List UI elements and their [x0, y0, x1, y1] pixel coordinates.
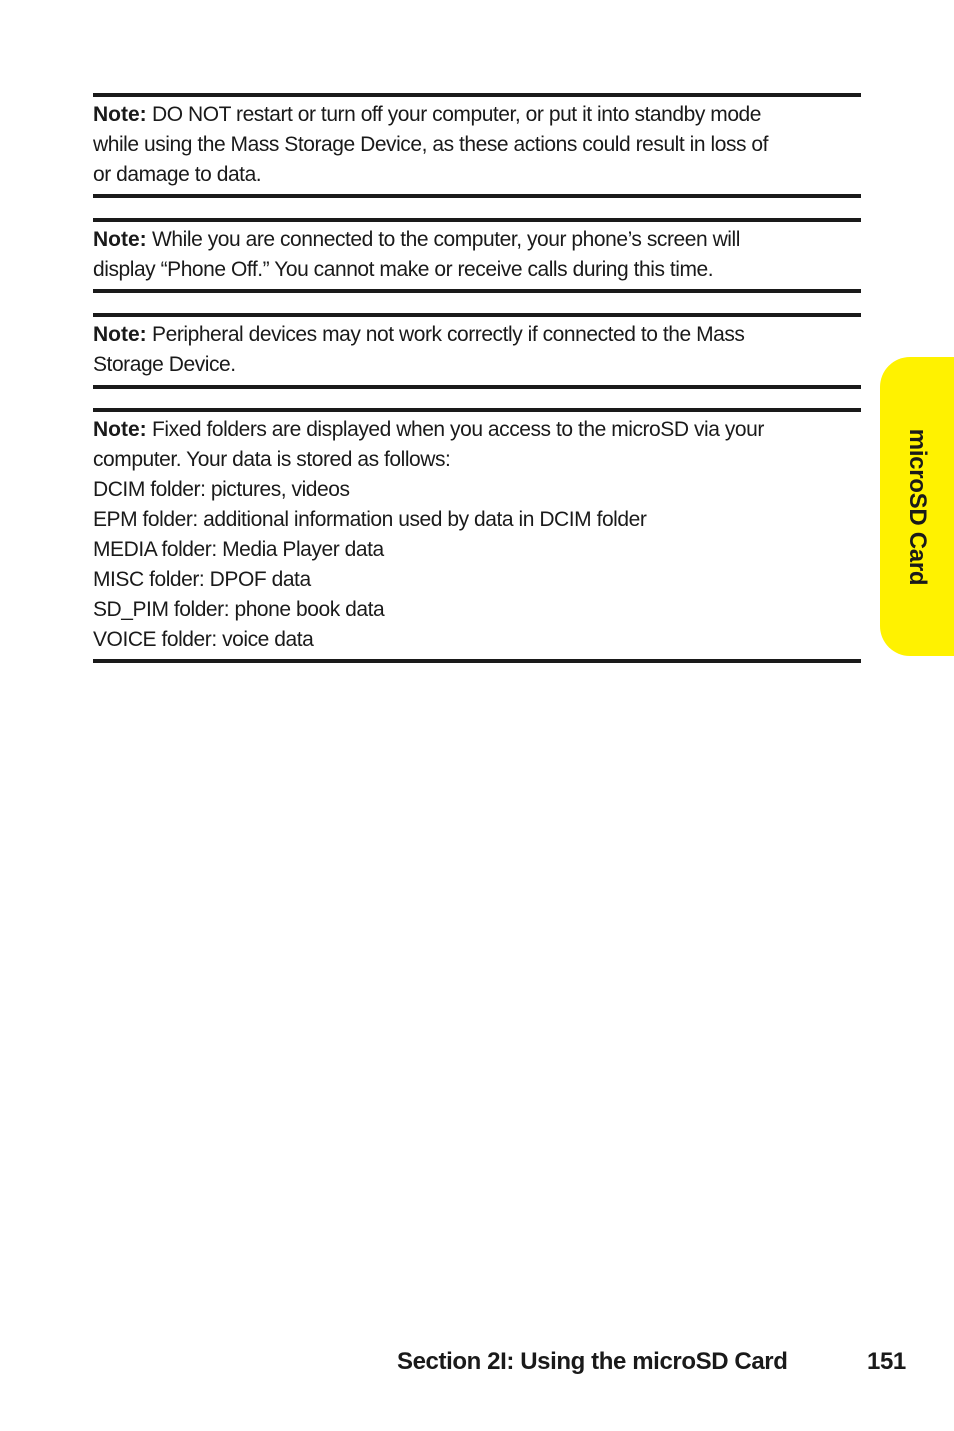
note-line: computer. Your data is stored as follows: [93, 448, 451, 471]
folder-item-dcim: DCIM folder: pictures, videos [93, 478, 350, 501]
note-line [93, 415, 861, 445]
note-line: Storage Device. [93, 353, 236, 376]
note-label: Note: [93, 323, 147, 346]
note-label: Note: [93, 103, 147, 126]
note-line [93, 225, 861, 255]
note-label: Note: [93, 418, 147, 441]
note-peripheral-devices [93, 313, 861, 389]
note-line: while using the Mass Storage Device, as these actions could result in loss of [93, 133, 769, 156]
note-do-not-restart [93, 93, 861, 198]
note-text: DO NOT restart or turn off your computer, or put it into standby mode [146, 103, 762, 126]
folder-item-misc: MISC folder: DPOF data [93, 568, 311, 591]
note-phone-off [93, 218, 861, 293]
note-line [93, 100, 861, 130]
note-fixed-folders [93, 408, 861, 663]
note-line [93, 320, 861, 350]
note-line: display “Phone Off.” You cannot make or receive calls during this time. [93, 258, 714, 281]
note-text: Fixed folders are displayed when you access to the microSD via your [146, 418, 764, 441]
footer-section-title: Section 2I: Using the microSD Card [397, 1348, 788, 1375]
note-text: While you are connected to the computer, your phone’s screen will [146, 228, 740, 251]
folder-item-epm: EPM folder: additional information used by data in DCIM folder [93, 508, 647, 531]
folder-item-voice: VOICE folder: voice data [93, 628, 314, 651]
side-tab-label: microSD Card [904, 428, 931, 585]
page-number: 151 [867, 1348, 906, 1375]
note-label: Note: [93, 228, 147, 251]
section-side-tab [880, 357, 954, 656]
folder-item-media: MEDIA folder: Media Player data [93, 538, 384, 561]
note-text: Peripheral devices may not work correctly if connected to the Mass [146, 323, 745, 346]
folder-item-sd-pim: SD_PIM folder: phone book data [93, 598, 385, 621]
note-line: or damage to data. [93, 163, 262, 186]
